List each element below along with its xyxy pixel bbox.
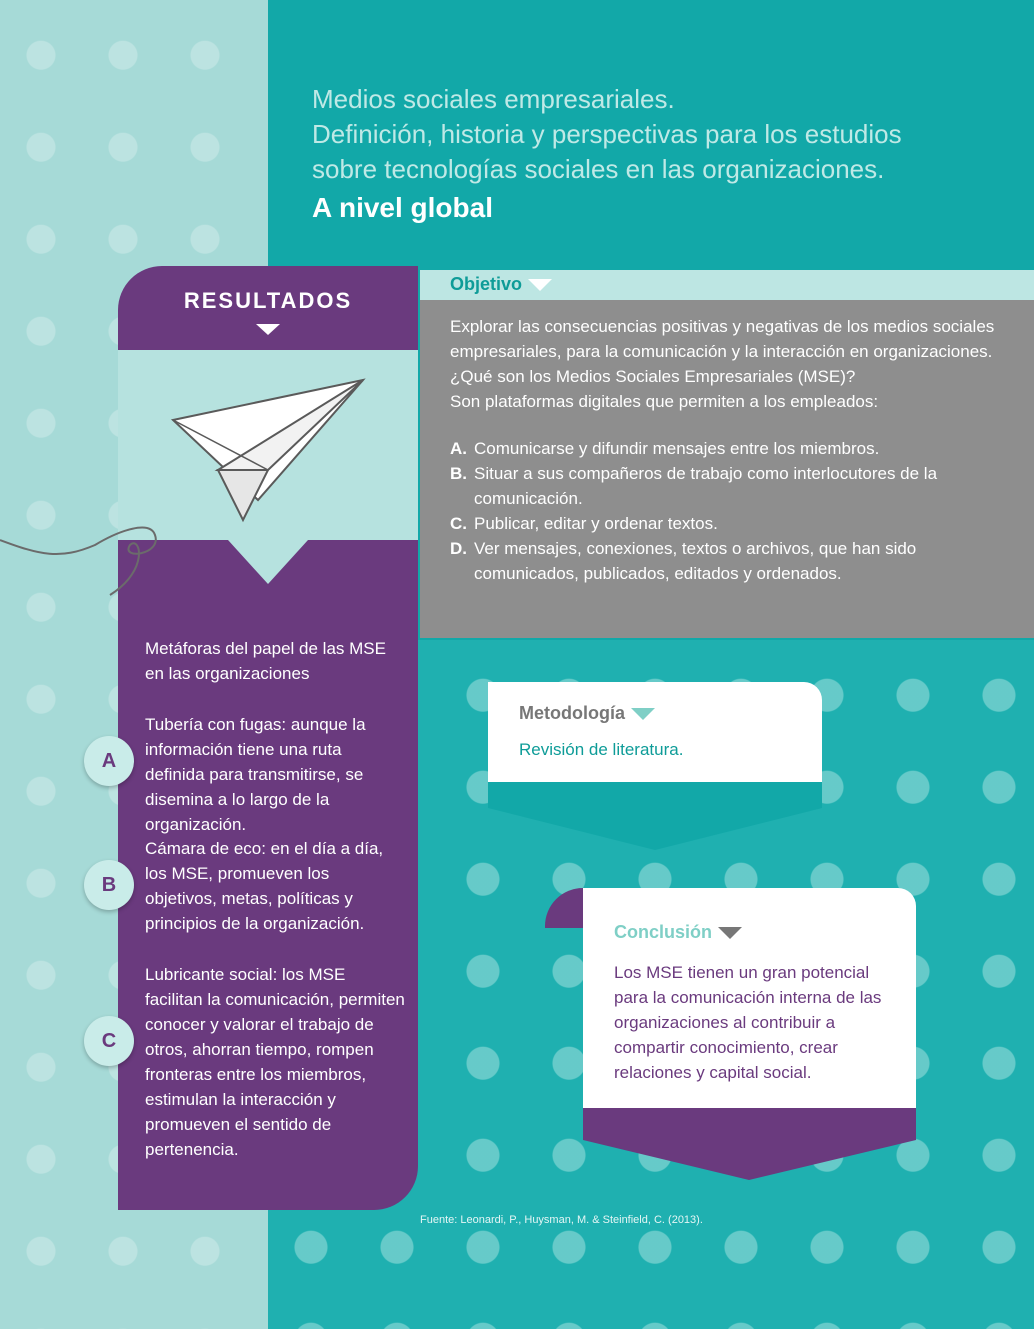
resultado-item-c: Lubricante social: los MSE facilitan la comunicación, permiten conocer y valorar el trabajo de otros, ahorran tiempo, rompen fronteras entre los miembros, estimulan la interacción y promueven el sentido de pertenencia. [145,965,405,1159]
source-citation: Fuente: Leonardi, P., Huysman, M. & Steinfield, C. (2013). [420,1214,703,1226]
title-line-2: Definición, historia y perspectivas para los estudios [312,119,902,149]
title-line-1: Medios sociales empresariales. [312,84,675,114]
metodologia-label: Metodología [519,703,625,723]
list-item [450,461,1010,511]
objetivo-heading [450,274,552,295]
triangle-down-icon [528,279,552,291]
metodologia-heading [519,703,655,724]
title-line-3: sobre tecnologías sociales en las organizaciones. [312,154,885,184]
objetivo-question: ¿Qué son los Medios Sociales Empresariales (MSE)? [450,367,856,386]
list-text: Ver mensajes, conexiones, textos o archivos, que han sido comunicados, publicados, editados y ordenados. [474,539,917,583]
conclusion-footer [583,1108,916,1140]
resultados-intro: Metáforas del papel de las MSE en las organizaciones [145,639,386,683]
triangle-down-icon [631,708,655,720]
conclusion-heading [614,922,742,943]
list-letter: A. [450,439,467,458]
objetivo-list [450,436,1010,586]
list-item [450,511,1010,536]
list-text: Publicar, editar y ordenar textos. [474,514,718,533]
triangle-down-icon [256,324,280,335]
metodologia-card [488,682,822,782]
metodologia-footer [488,782,822,808]
page-title [312,82,992,229]
list-item [450,536,1010,586]
badge-c: C [84,1016,134,1066]
triangle-down-icon [718,927,742,939]
list-item [450,436,1010,461]
title-highlight: A nivel global [312,192,493,223]
resultado-item-b: Cámara de eco: en el día a día, los MSE, promueven los objetivos, metas, políticas y principios de la organización. [145,839,384,933]
objetivo-label: Objetivo [450,274,523,294]
list-letter: C. [450,514,467,533]
badge-a: A [84,736,134,786]
badge-b: B [84,860,134,910]
objetivo-answer: Son plataformas digitales que permiten a los empleados: [450,392,879,411]
objetivo-paragraph: Explorar las consecuencias positivas y negativas de los medios sociales empresariales, para la comunicación y la interacción en organizaciones. [450,317,995,361]
conclusion-label: Conclusión [614,922,712,942]
list-text: Comunicarse y difundir mensajes entre los miembros. [474,439,880,458]
string-decoration [0,500,170,610]
conclusion-arrow [583,1140,916,1180]
list-letter: D. [450,539,467,558]
resultados-title: RESULTADOS [183,288,353,313]
conclusion-text: Los MSE tienen un gran potencial para la comunicación interna de las organizaciones al contribuir a compartir conocimiento, crear relaciones y capital social. [614,963,882,1082]
metodologia-text: Revisión de literatura. [519,740,684,759]
list-text: Situar a sus compañeros de trabajo como interlocutores de la comunicación. [474,464,938,508]
list-letter: B. [450,464,467,483]
resultado-item-a: Tubería con fugas: aunque la información tiene una ruta definida para transmitirse, se disemina a lo largo de la organización. [145,715,366,834]
metodologia-arrow [488,808,822,850]
plane-notch [228,540,308,584]
objetivo-body [450,314,1010,586]
